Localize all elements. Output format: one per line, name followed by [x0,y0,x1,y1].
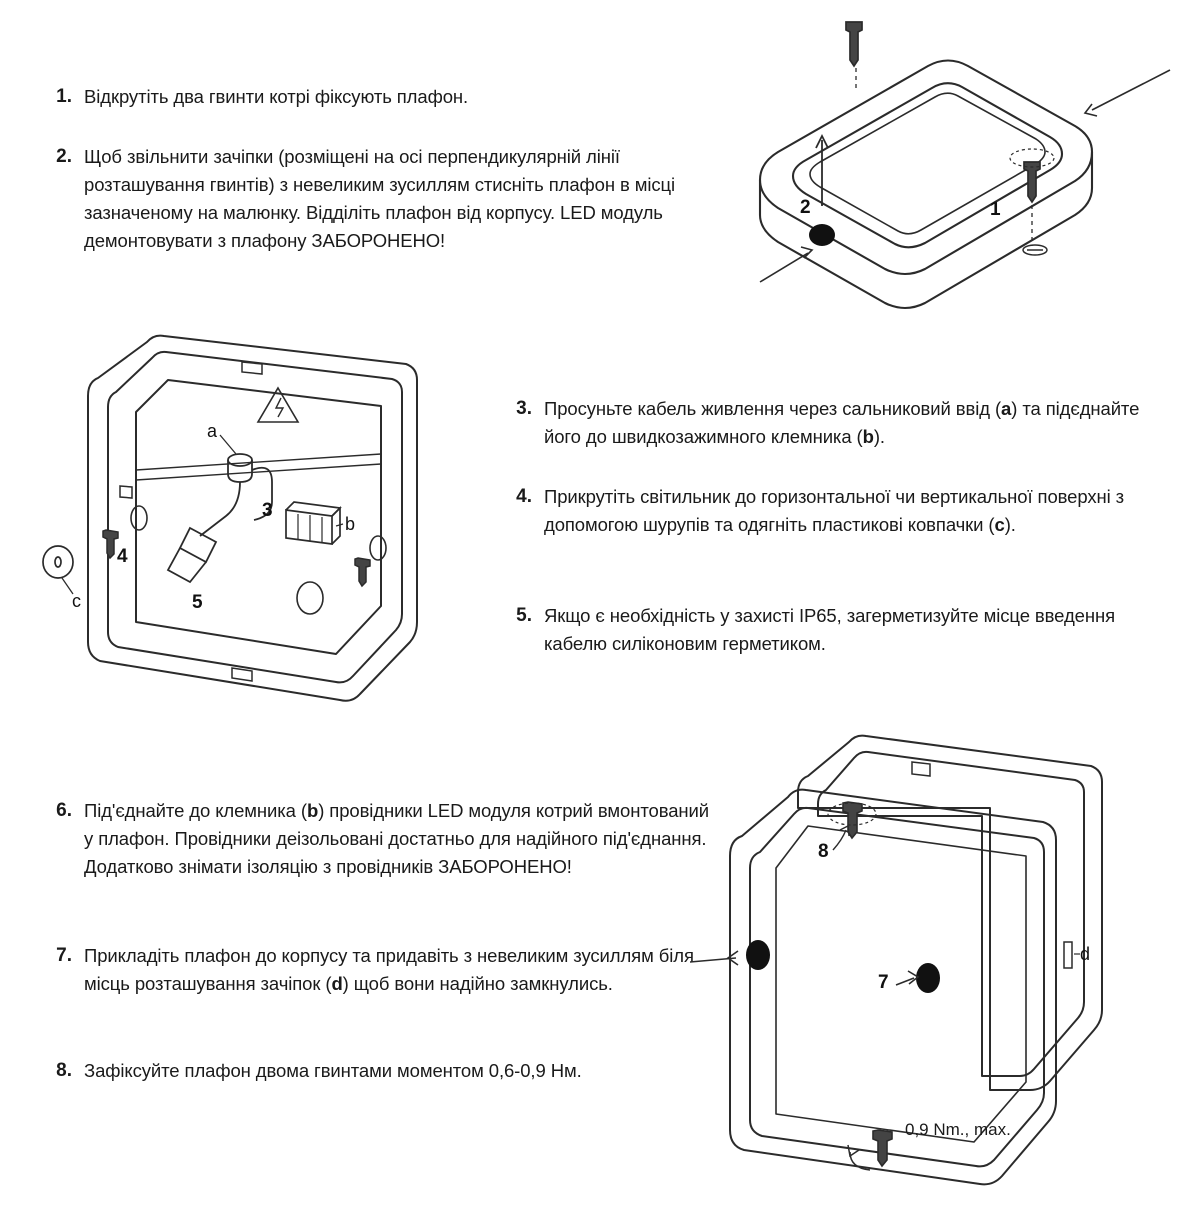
step-number: 6. [56,800,72,821]
figure-cover-removal [700,10,1200,340]
callout-1: 1 [990,199,1001,220]
callout-2: 2 [800,197,811,218]
callout-a: a [207,421,218,441]
callout-3: 3 [262,500,273,521]
step-text-part: Прикладіть плафон до корпусу та придавіть з невеликим зусиллям біля місць розташування зачіпок ( [84,945,694,995]
step-item-5 [500,602,1160,658]
step-text [544,395,1160,451]
step-text-part: ). [1004,514,1016,536]
step-text [84,942,720,998]
press-point-icon [746,940,770,970]
step-item-4 [500,483,1160,539]
callout-5: 5 [192,592,203,613]
step-text-part: Прикрутіть світильник до горизонтальної чи вертикальної поверхні з допомогою шурупів та одягніть пластикові ковпачки ( [544,486,1125,536]
step-text [84,797,720,881]
step-item-6 [40,797,720,881]
step-number: 5. [516,605,532,626]
screw-icon [355,558,370,586]
step-text: Відкрутіть два гвинти котрі фіксують плафон. [84,86,469,107]
step-number: 2. [56,146,72,167]
latch-icon [120,362,262,681]
step-text: Зафіксуйте плафон двома гвинтами моментом 0,6-0,9 Нм. [84,1060,582,1081]
terminal-block-icon [286,502,340,544]
screw-icon [103,530,118,558]
step-text-part: Під'єднайте до клемника ( [84,800,307,821]
screwdriver-torque-icon [848,1130,892,1170]
ref-label-b: b [306,800,319,821]
step-text [544,483,1160,539]
ref-label-c: c [994,514,1005,536]
ref-label-d: d [331,973,343,995]
ref-label-a: a [1001,398,1012,419]
step-text-part: ) провідники LED модуля котрий вмонтований у плафон. Провідники деізольовані достатньо для надійного під'єднання. Додатково знімати ізоляцію з провідників ЗАБОРОНЕНО! [84,800,710,878]
step-number: 1. [56,86,72,107]
step-item-7 [40,942,720,998]
screw-icon [846,22,862,90]
step-text-part: ) та підєднайте його до швидкозажимного клемника ( [544,398,1140,448]
callout-4: 4 [117,546,128,567]
arrow-icon [896,971,918,985]
callout-8: 8 [818,841,829,862]
lamp-holder-icon [168,528,216,582]
step-text: Щоб звільнити зачіпки (розміщені на осі перпендикулярній лінії розташування гвинтів) з невеликим зусиллям стисніть плафон в місці зазначеному на малюнку. Відділіть плафон від корпусу. LED модуль демонтовувати з плафону ЗАБОРОНЕНО! [84,146,676,252]
step-number: 8. [56,1060,72,1081]
cap-icon [43,546,73,578]
press-point-icon [809,224,835,246]
step-number: 4. [516,486,532,507]
step-text-part: Просуньте кабель живлення через сальниковий ввід ( [544,398,1002,419]
step-item-2 [40,143,730,255]
step-text-part: ). [873,426,885,448]
callout-7: 7 [878,972,889,993]
callout-d: d [1080,944,1091,964]
step-number: 7. [56,945,72,966]
torque-caption: 0,9 Nm., max. [905,1120,1011,1139]
leader-line [760,247,812,282]
cable-gland-icon [228,454,252,482]
step-item-3 [500,395,1160,451]
step-text: Якщо є необхідність у захисті IP65, загерметизуйте місце введення кабелю силіконовим герметиком. [544,605,1115,655]
press-point-icon [916,963,940,993]
leader-line [1085,70,1170,116]
callout-b: b [345,514,356,534]
latch-icon [912,762,930,776]
step-text-part: ) щоб вони надійно замкнулись. [342,973,613,995]
arrow-icon [816,136,828,206]
ref-label-b: b [862,426,874,448]
callout-c: c [72,591,81,611]
step-number: 3. [516,398,532,419]
step-item-1 [40,83,700,112]
step-item-8 [40,1057,720,1086]
figure-housing-interior [40,330,470,720]
